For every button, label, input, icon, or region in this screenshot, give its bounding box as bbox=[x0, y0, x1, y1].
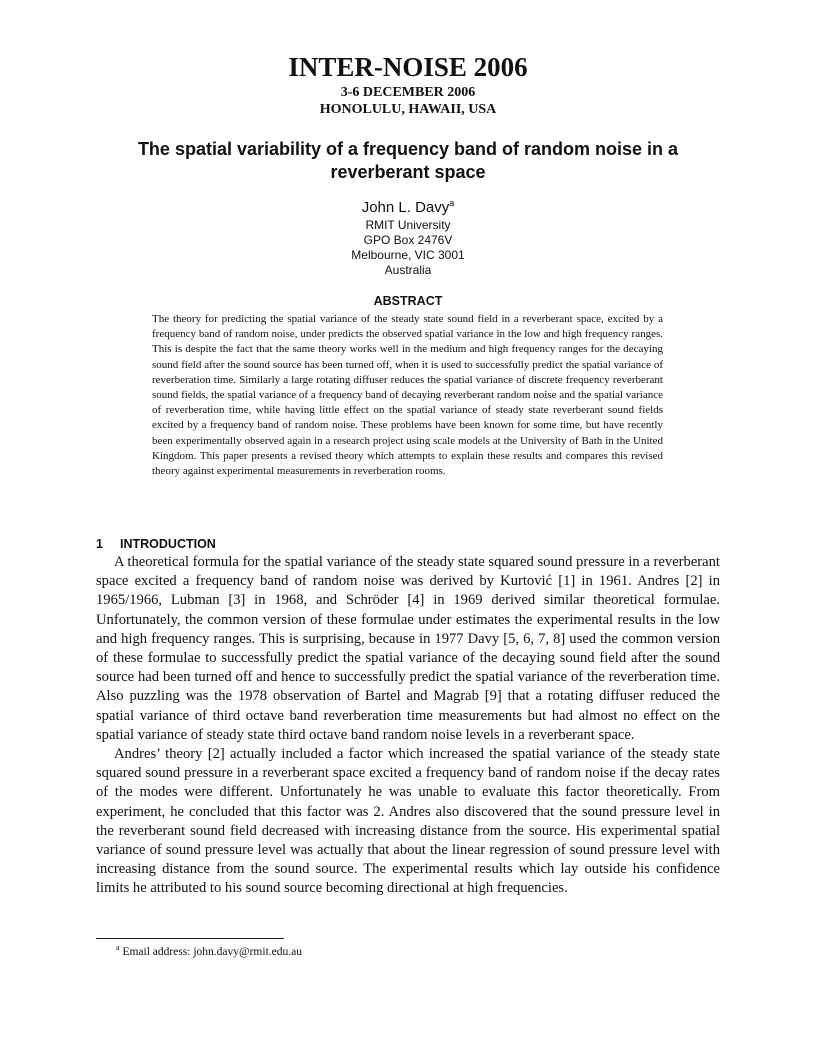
affiliation-line: RMIT University bbox=[365, 218, 451, 232]
footnote-marker: a bbox=[116, 943, 120, 952]
body-paragraph: Andres’ theory [2] actually included a factor which increased the spatial variance of the steady state squared sound pressure in a reverberant space excited a frequency band of random noise if the decay rates of the modes were different. Unfortunately he was unable to evaluate this factor theoretically. From experiment, he concluded that this factor was 2. Andres also discovered that the sound pressure level in the reverberant sound field decreased with increasing distance from the source. His experimental spatial variance of sound pressure level was actually that about the linear regression of sound pressure level with increasing distance from the sound source. The experimental results which lay outside his confidence limits he attributed to his sound source becoming directional at high frequencies. bbox=[96, 746, 720, 897]
body-paragraph: A theoretical formula for the spatial variance of the steady state squared sound pressure in a reverberant space excited a frequency band of random noise was derived by Kurtović [1] in 1961. Andres [2] in 1965/1966, Lubman [3] in 1968, and Schröder [4] in 1969 derived similar theoretical formulae. Unfortunately, the common version of these formulae under estimates the experimental results in the low and high frequency ranges. This is surprising, because in 1977 Davy [5, 6, 7, 8] used the common version of these formulae to successfully predict the spatial variance of the decaying sound field after the sound source had been turned off and hence to successfully predict the spatial variance of the reverberation time. Also puzzling was the 1978 observation of Bartel and Magrab [9] that a rotating diffuser reduced the spatial variance of third octave band reverberation time measurements but had almost no effect on the spatial variance of steady state third octave band random noise levels in a reverberant space. bbox=[96, 554, 720, 743]
footnote bbox=[116, 945, 302, 960]
section-title: INTRODUCTION bbox=[120, 537, 216, 551]
author-footnote-marker: a bbox=[449, 198, 455, 208]
paper-title: The spatial variability of a frequency band of random noise in a reverberant space bbox=[137, 139, 679, 182]
section-number: 1 bbox=[96, 537, 103, 551]
abstract-heading: ABSTRACT bbox=[373, 294, 443, 308]
conference-dates: 3-6 DECEMBER 2006 bbox=[340, 85, 476, 100]
footnote-text: Email address: john.davy@rmit.edu.au bbox=[122, 946, 302, 958]
affiliation-line: GPO Box 2476V bbox=[363, 233, 453, 247]
author-block bbox=[0, 198, 816, 278]
author-name: John L. Davy bbox=[361, 199, 450, 216]
section-heading bbox=[96, 537, 216, 552]
affiliation-line: Australia bbox=[384, 263, 432, 277]
conference-location: HONOLULU, HAWAII, USA bbox=[319, 102, 497, 117]
author-name-line bbox=[0, 198, 816, 218]
affiliation-line: Melbourne, VIC 3001 bbox=[351, 248, 465, 262]
abstract-text: The theory for predicting the spatial variance of the steady state sound field in a reverberant space, excited by a frequency band of random noise, under predicts the observed spatial variance in the low and high frequency ranges. This is despite the fact that the same theory works well in the medium and high frequency ranges for the decaying sound field after the sound source has been turned off, when it is used to successfully predict the spatial variance of reverberation time. Similarly a large rotating diffuser reduces the spatial variance of discrete frequency reverberant sound fields, the spatial variance of a frequency band of decaying reverberant random noise and the spatial variance of reverberation time, while having little effect on the spatial variance of steady state reverberant sound fields excited by a frequency band of random noise. These problems have been known for some time, but have recently been experimentally observed again in a research project using scale models at the University of Bath in the United Kingdom. This paper presents a revised theory which attempts to explain these results and compares this revised theory against experimental measurements in reverberation rooms. bbox=[152, 313, 663, 478]
footnote-divider bbox=[96, 938, 284, 939]
introduction-body bbox=[96, 553, 720, 899]
conference-title: INTER-NOISE 2006 bbox=[288, 52, 528, 82]
